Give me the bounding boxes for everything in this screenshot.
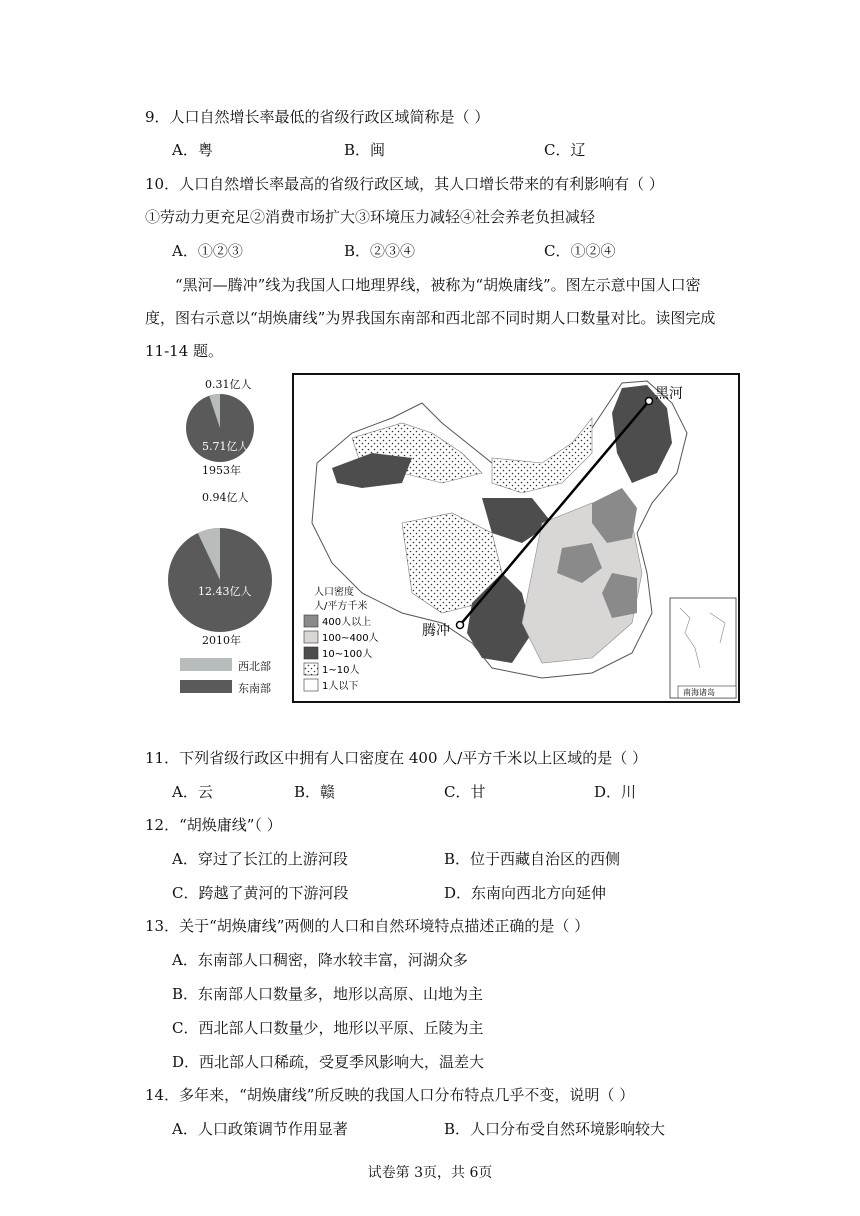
legend-title: 人口密度 [314,587,354,598]
q11-option-b: B．赣 [294,783,336,801]
legend-swatch-400 [304,615,318,627]
q10-statements: ①劳动力更充足②消费市场扩大③环境压力减轻④社会养老负担减轻 [145,208,596,226]
q10-option-b: B．②③④ [344,242,416,260]
legend-unit: 人/平方千米 [314,601,368,612]
q13-option-a: A．东南部人口稠密，降水较丰富，河湖众多 [172,951,468,969]
q12-option-b: B．位于西藏自治区的西侧 [444,850,621,868]
q9-stem: 9．人口自然增长率最低的省级行政区域简称是（ ） [145,108,490,126]
heihe-label: 黑河 [655,386,683,402]
legend-item-100: 100~400人 [322,633,379,644]
legend-item-1: 1~10人 [322,665,360,676]
passage-text: “黑河—腾冲”线为我国人口地理界线，被称为“胡焕庸线”。图左示意中国人口密度，图右示意以“胡焕庸线”为界我国东南部和西北部不同时期人口数量对比。读图完成 11-14 题。 [145,276,716,360]
legend-item-10: 10~100人 [322,649,373,660]
pie1953-year: 1953年 [202,464,241,477]
q14-option-b: B．人口分布受自然环境影响较大 [444,1120,666,1138]
tengchong-label: 腾冲 [422,623,450,639]
q13-option-c: C．西北部人口数量少，地形以平原、丘陵为主 [172,1019,484,1037]
q13-option-b: B．东南部人口数量多，地形以高原、山地为主 [172,985,484,1003]
legend-swatch-10 [304,647,318,659]
q10-option-a: A．①②③ [172,242,243,260]
legend-swatch-0 [304,679,318,691]
q12-option-d: D．东南向西北方向延伸 [444,884,607,902]
population-figure [150,370,750,705]
inset-label: 南海诸岛 [683,688,715,697]
q13-option-d: D．西北部人口稀疏，受夏季风影响大，温差大 [172,1053,485,1071]
legend-northwest-swatch [180,658,232,671]
pie2010-southeast-label: 12.43亿人 [198,585,252,598]
legend-southeast-label: 东南部 [238,682,271,695]
population-density-map [292,373,740,703]
legend-swatch-100 [304,631,318,643]
pie-2010 [168,528,272,632]
page-footer: 试卷第 3页，共 6页 [367,1165,493,1181]
pie-charts [150,370,290,705]
heihe-point [646,398,653,405]
q12-stem: 12．“胡焕庸线”（ ） [145,816,282,834]
passage [145,269,725,368]
q9-option-c: C．辽 [544,141,586,159]
q11-stem: 11．下列省级行政区中拥有人口密度在 400 人/平方千米以上区域的是（ ） [145,749,648,767]
q9-option-b: B．闽 [344,141,386,159]
q10-stem: 10．人口自然增长率最高的省级行政区域，其人口增长带来的有利影响有（ ） [145,175,664,193]
legend-item-0: 1人以下 [322,681,359,692]
legend-southeast-swatch [180,680,232,693]
legend-swatch-1 [304,663,318,675]
pie2010-northwest-label: 0.94亿人 [202,491,249,504]
south-china-sea-inset [670,598,736,698]
q14-option-a: A．人口政策调节作用显著 [172,1120,348,1138]
q12-option-c: C．跨越了黄河的下游河段 [172,884,349,902]
legend-northwest-label: 西北部 [238,660,271,673]
q12-option-a: A．穿过了长江的上游河段 [172,850,348,868]
pie1953-northwest-label: 0.31亿人 [205,378,252,391]
q10-option-c: C．①②④ [544,242,616,260]
tengchong-point [457,622,464,629]
pie1953-southeast-label: 5.71亿人 [202,440,249,453]
q11-option-a: A．云 [172,783,213,801]
q14-stem: 14．多年来，“胡焕庸线”所反映的我国人口分布特点几乎不变，说明（ ） [145,1086,635,1104]
legend-item-400: 400人以上 [322,617,372,628]
q13-stem: 13．关于“胡焕庸线”两侧的人口和自然环境特点描述正确的是（ ） [145,917,590,935]
pie2010-year: 2010年 [202,634,241,647]
q11-option-d: D．川 [594,783,637,801]
q9-option-a: A．粤 [172,141,213,159]
q11-option-c: C．甘 [444,783,486,801]
